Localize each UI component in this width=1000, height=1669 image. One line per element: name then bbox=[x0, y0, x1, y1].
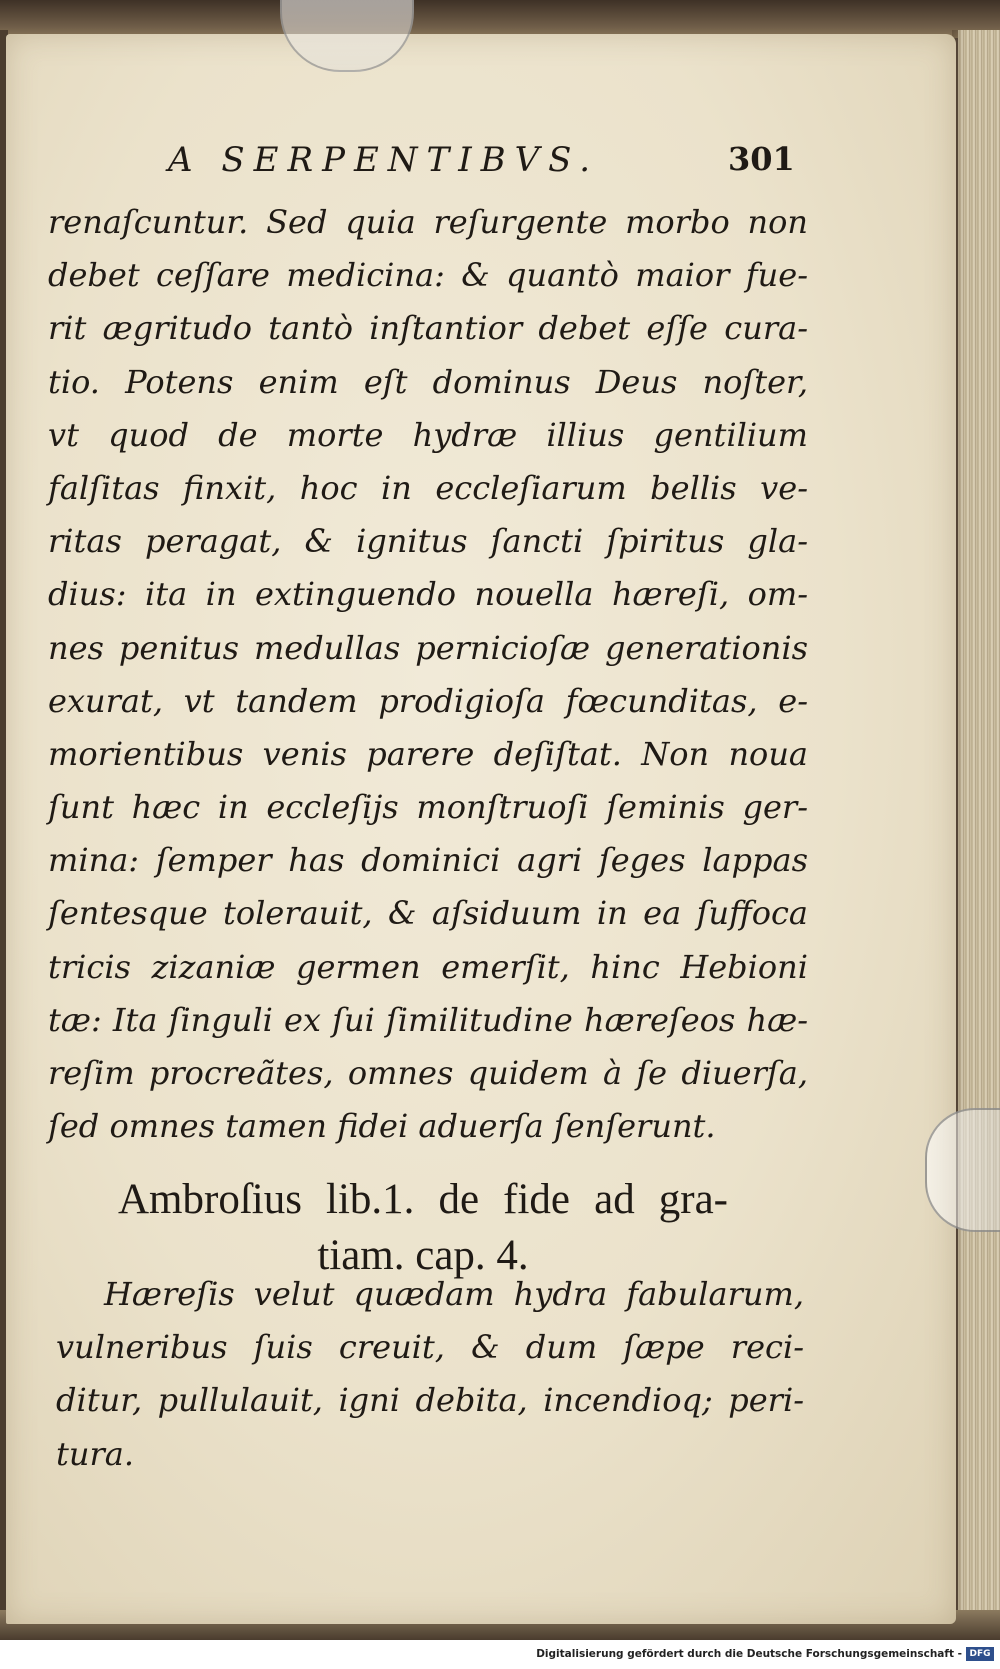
text-line: mina: ſemper has dominici agri ſeges lappas bbox=[48, 841, 808, 880]
cover-board-top bbox=[0, 0, 1000, 38]
text-line: tura. bbox=[56, 1434, 135, 1473]
text-line: vt quod de morte hydræ illius gentilium bbox=[48, 415, 808, 454]
text-line: debet ceſſare medicina: & quantò maior fue- bbox=[48, 256, 808, 295]
text-line: dius: ita in extinguendo nouella hæreſi, om- bbox=[48, 575, 808, 614]
dfg-logo: DFG bbox=[966, 1647, 994, 1661]
text-line: falſitas finxit, hoc in eccleſiarum bellis ve- bbox=[48, 468, 808, 507]
running-head: A SERPENTIBVS. bbox=[168, 140, 600, 180]
page-clip-right bbox=[925, 1108, 1000, 1232]
text-line: nes penitus medullas pernicioſæ generationis bbox=[48, 628, 808, 667]
text-line: rit ægritudo tantò inſtantior debet eſſe cura- bbox=[48, 309, 808, 348]
digitization-footer bbox=[0, 1640, 1000, 1669]
body-text bbox=[48, 196, 808, 1153]
text-line: ſentesque tolerauit, & aſsiduum in ea ſuffoca bbox=[48, 894, 808, 933]
text-line: tio. Potens enim eſt dominus Deus noſter, bbox=[48, 362, 808, 401]
text-line: ſunt hæc in eccleſijs monſtruoſi ſeminis ger- bbox=[48, 788, 808, 827]
text-line: Hæreſis velut quædam hydra fabularum, bbox=[104, 1275, 804, 1313]
quotation-text bbox=[56, 1268, 804, 1481]
text-line: renaſcuntur. Sed quia reſurgente morbo non bbox=[48, 203, 808, 241]
text-line: ditur, pullulauit, igni debita, incendioq; peri- bbox=[56, 1381, 804, 1420]
text-line: vulneribus ſuis creuit, & dum ſæpe reci- bbox=[56, 1328, 804, 1367]
text-line: ritas peragat, & ignitus ſancti ſpiritus gla- bbox=[48, 522, 808, 561]
text-line: tricis zizaniæ germen emerſit, hinc Hebioni bbox=[48, 947, 808, 986]
text-line: tæ: Ita ſinguli ex ſui ſimilitudine hæreſeos hæ- bbox=[48, 1000, 808, 1039]
page-number: 301 bbox=[728, 140, 795, 178]
footer-credit: Digitalisierung gefördert durch die Deutsche Forschungsgemeinschaft - bbox=[536, 1648, 962, 1660]
text-line: morientibus venis parere deſiſtat. Non noua bbox=[48, 734, 808, 773]
section-heading-line: tiam. cap. 4. bbox=[317, 1232, 529, 1279]
page-edges bbox=[958, 30, 1000, 1620]
text-line: ſed omnes tamen fidei aduerſa ſenſerunt. bbox=[48, 1107, 716, 1146]
section-heading-line: Ambroſius lib.1. de fide ad gra- bbox=[118, 1176, 728, 1223]
text-line: exurat, vt tandem prodigioſa fœcunditas, e- bbox=[48, 681, 808, 720]
text-line: reſim procreãtes, omnes quidem à ſe diuerſa, bbox=[48, 1054, 808, 1092]
